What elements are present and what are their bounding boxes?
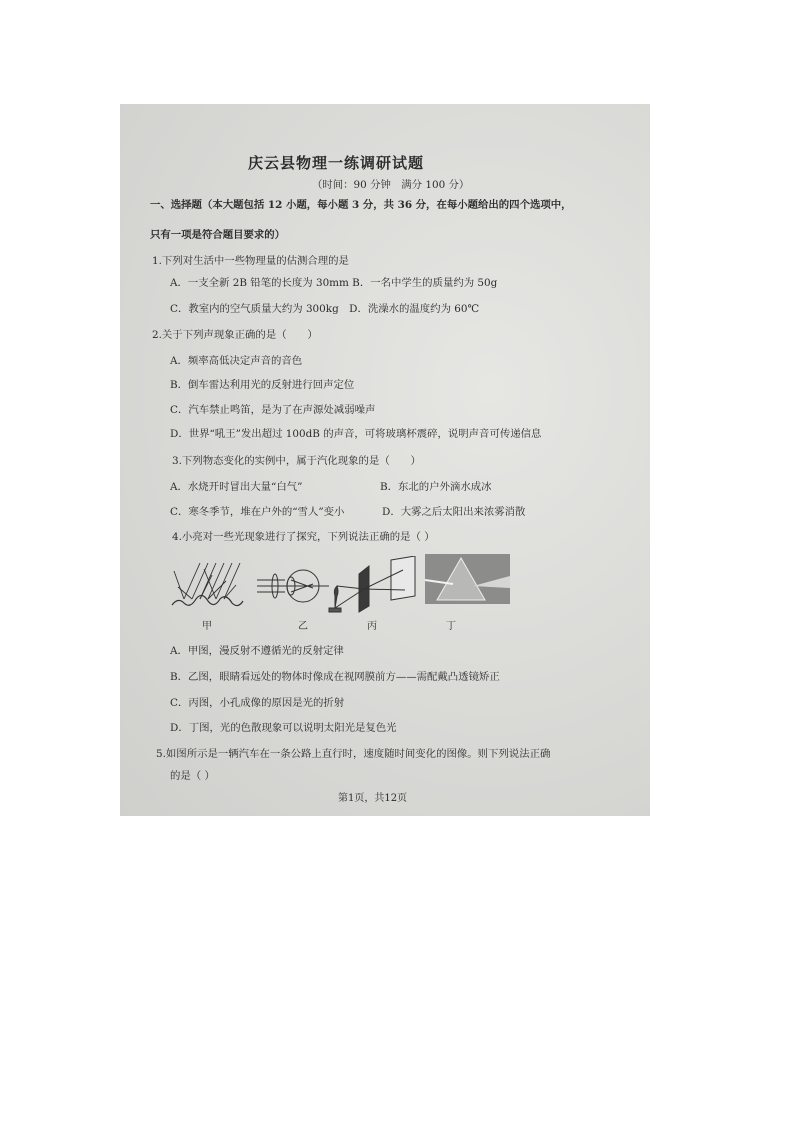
- q2-option-b: B．倒车雷达利用光的反射进行回声定位: [170, 379, 355, 391]
- q3-stem: 3.下列物态变化的实例中，属于汽化现象的是（ ）: [172, 455, 421, 467]
- figure-label-yi: 乙: [298, 621, 308, 632]
- pinhole-imaging-figure: [325, 556, 420, 618]
- q2-option-a: A．频率高低决定声音的音色: [170, 355, 303, 367]
- figure-label-jia: 甲: [202, 621, 212, 632]
- q4-option-d: D．丁图，光的色散现象可以说明太阳光是复色光: [170, 722, 397, 734]
- q3-option-c: C．寒冬季节，堆在户外的“雪人”变小: [170, 506, 345, 518]
- q4-option-b: B．乙图，眼睛看远处的物体时像成在视网膜前方——需配戴凸透镜矫正: [170, 671, 500, 683]
- page-footer: 第1页，共12页: [338, 793, 408, 804]
- q3-option-d: D．大雾之后太阳出来浓雾消散: [382, 506, 526, 518]
- q3-option-b: B．东北的户外滴水成冰: [380, 481, 492, 493]
- eye-lens-figure: [255, 566, 335, 606]
- figure-label-bing: 丙: [367, 621, 377, 632]
- exam-subtitle: （时间：90 分钟 满分 100 分）: [312, 179, 470, 191]
- prism-dispersion-figure: [425, 554, 510, 604]
- q1-stem: 1.下列对生活中一些物理量的估测合理的是: [152, 255, 349, 267]
- exam-page: [120, 104, 650, 816]
- figure-label-ding: 丁: [446, 621, 456, 632]
- q4-stem: 4.小亮对一些光现象进行了探究，下列说法正确的是（ ）: [172, 531, 435, 543]
- q2-option-d: D．世界“吼王”发出超过 100dB 的声音，可将玻璃杯震碎，说明声音可传递信息: [170, 428, 542, 440]
- section-heading-line1: 一、选择题（本大题包括 12 小题，每小题 3 分，共 36 分，在每小题给出的四个选项中，: [150, 199, 572, 211]
- q1-options-cd: C．教室内的空气质量大约为 300kg D．洗澡水的温度约为 60℃: [170, 303, 480, 315]
- q4-option-a: A．甲图，漫反射不遵循光的反射定律: [170, 645, 344, 657]
- q1-options-ab: A．一支全新 2B 铅笔的长度为 30mm B．一名中学生的质量约为 50g: [170, 277, 498, 289]
- q2-stem: 2.关于下列声现象正确的是（ ）: [152, 329, 318, 341]
- q2-option-c: C．汽车禁止鸣笛，是为了在声源处减弱噪声: [170, 404, 376, 416]
- section-heading-line2: 只有一项是符合题目要求的）: [150, 229, 286, 241]
- q5-stem-line1: 5.如图所示是一辆汽车在一条公路上直行时，速度随时间变化的图像。则下列说法正确: [156, 748, 551, 760]
- exam-title: 庆云县物理一练调研试题: [248, 154, 425, 172]
- q4-option-c: C．丙图，小孔成像的原因是光的折射: [170, 697, 345, 709]
- q3-option-a: A．水烧开时冒出大量“白气”: [170, 481, 303, 493]
- diffuse-reflection-figure: [170, 559, 245, 615]
- q5-stem-line2: 的是（ ）: [170, 770, 215, 782]
